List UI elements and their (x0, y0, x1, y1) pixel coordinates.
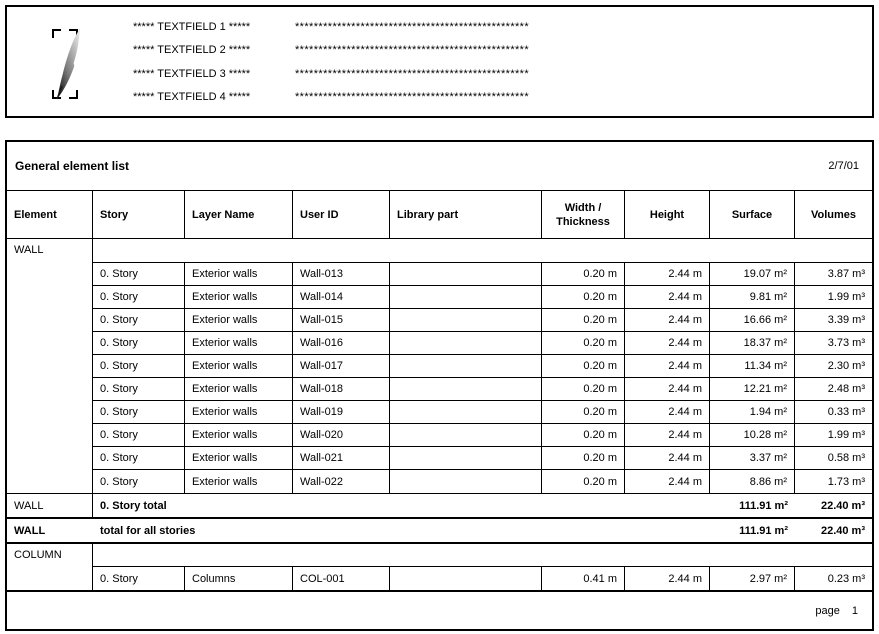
textfield-label: ***** TEXTFIELD 3 ***** (133, 68, 251, 80)
group-header-row (93, 544, 872, 567)
cell-story: 0. Story (93, 470, 185, 493)
cell-layer: Exterior walls (185, 424, 293, 446)
textfield-label: ***** TEXTFIELD 4 ***** (133, 91, 251, 103)
cell-height: 2.44 m (625, 263, 710, 285)
cell-volume: 1.99 m³ (827, 429, 865, 441)
textfield-value: ************************************************** (295, 91, 530, 103)
table-row (93, 286, 872, 309)
cell-library (390, 470, 542, 493)
cell-volume: 3.39 m³ (827, 314, 865, 326)
table-row (93, 447, 872, 470)
textfield-value: ************************************************** (295, 44, 530, 56)
grand-total-volume: 22.40 m³ (820, 524, 865, 537)
cell-layer: Exterior walls (185, 470, 293, 493)
cell-height: 2.44 m (625, 286, 710, 308)
cell-story: 0. Story (93, 355, 185, 377)
textfield-row (7, 21, 872, 35)
cell-user-id: Wall-021 (293, 447, 390, 469)
cell-layer: Exterior walls (185, 355, 293, 377)
cell-story: 0. Story (93, 378, 185, 400)
column-header-element: Element (7, 191, 93, 238)
report-title: General element list (15, 159, 130, 173)
story-total-label: 0. Story total (100, 499, 167, 512)
cell-width: 0.20 m (542, 332, 625, 354)
grand-total-label: total for all stories (100, 524, 196, 537)
cell-library (390, 378, 542, 400)
cell-user-id: Wall-019 (293, 401, 390, 423)
cell-story: 0. Story (93, 567, 185, 590)
report-title-row (7, 142, 872, 191)
cell-story: 0. Story (93, 401, 185, 423)
textfield-value: ************************************************** (295, 68, 530, 80)
cell-library (390, 263, 542, 285)
cell-width: 0.20 m (542, 470, 625, 493)
table-header-row (7, 191, 872, 239)
cell-layer: Exterior walls (185, 401, 293, 423)
cell-volume: 0.23 m³ (827, 572, 865, 585)
table-row (93, 332, 872, 355)
column-header-library-part: Library part (390, 191, 542, 238)
logo-placeholder (52, 29, 78, 99)
cell-height: 2.44 m (625, 567, 710, 590)
cell-library (390, 286, 542, 308)
column-section (7, 544, 872, 592)
table-row (93, 424, 872, 447)
cell-width: 0.20 m (542, 286, 625, 308)
table-row (93, 401, 872, 424)
cell-volume: 3.87 m³ (827, 268, 865, 280)
cell-library (390, 309, 542, 331)
width-header-line1: Width / (564, 201, 602, 214)
cell-width: 0.20 m (542, 355, 625, 377)
textfield-value: ************************************************** (295, 21, 530, 33)
cell-volume: 2.48 m³ (827, 383, 865, 395)
cell-surface: 12.21 m² (710, 378, 795, 400)
story-total-row (7, 494, 872, 517)
cell-surface: 18.37 m² (710, 332, 795, 354)
cell-height: 2.44 m (625, 332, 710, 354)
cell-library (390, 332, 542, 354)
cell-height: 2.44 m (625, 470, 710, 493)
cell-layer: Exterior walls (185, 286, 293, 308)
textfield-row (7, 91, 872, 105)
page-label: page (815, 605, 840, 617)
textfield-label: ***** TEXTFIELD 2 ***** (133, 44, 251, 56)
total-element-label: WALL (7, 494, 93, 517)
cell-width: 0.20 m (542, 309, 625, 331)
cell-volume: 1.73 m³ (827, 475, 865, 488)
cell-width: 0.41 m (542, 567, 625, 590)
cell-surface: 3.37 m² (710, 447, 795, 469)
cell-story: 0. Story (93, 424, 185, 446)
cell-story: 0. Story (93, 309, 185, 331)
cell-width: 0.20 m (542, 424, 625, 446)
cell-library (390, 567, 542, 590)
cell-user-id: Wall-016 (293, 332, 390, 354)
table-row (93, 263, 872, 286)
table-row (93, 355, 872, 378)
column-header-width-thickness (542, 191, 625, 238)
cell-surface: 2.97 m² (710, 567, 795, 590)
cell-volume: 0.58 m³ (827, 452, 865, 464)
cell-width: 0.20 m (542, 447, 625, 469)
cell-height: 2.44 m (625, 309, 710, 331)
cell-surface: 1.94 m² (710, 401, 795, 423)
cell-layer: Exterior walls (185, 378, 293, 400)
cell-height: 2.44 m (625, 401, 710, 423)
table-row (93, 378, 872, 401)
cell-library (390, 355, 542, 377)
textfield-row (7, 68, 872, 82)
textfield-row (7, 44, 872, 58)
total-element-label: WALL (14, 524, 46, 537)
cell-layer: Exterior walls (185, 332, 293, 354)
cell-user-id: COL-001 (293, 567, 390, 590)
cell-height: 2.44 m (625, 378, 710, 400)
cell-user-id: Wall-017 (293, 355, 390, 377)
cell-surface: 16.66 m² (710, 309, 795, 331)
story-total-volume: 22.40 m³ (820, 499, 865, 512)
cell-surface: 19.07 m² (710, 263, 795, 285)
letterhead-box (5, 5, 874, 118)
cell-surface: 8.86 m² (710, 470, 795, 493)
table-row (93, 309, 872, 332)
element-list-report (5, 140, 874, 631)
cell-layer: Exterior walls (185, 263, 293, 285)
report-date: 2/7/01 (828, 160, 859, 172)
cell-user-id: Wall-022 (293, 470, 390, 493)
cell-height: 2.44 m (625, 447, 710, 469)
cell-library (390, 424, 542, 446)
cell-volume: 2.30 m³ (827, 360, 865, 372)
cell-story: 0. Story (93, 447, 185, 469)
column-header-story: Story (93, 191, 185, 238)
cell-user-id: Wall-015 (293, 309, 390, 331)
cell-layer: Exterior walls (185, 447, 293, 469)
group-header-row (93, 239, 872, 263)
column-header-layer-name: Layer Name (185, 191, 293, 238)
cell-story: 0. Story (93, 263, 185, 285)
grand-total-row (7, 517, 872, 544)
cell-story: 0. Story (93, 332, 185, 354)
cell-story: 0. Story (93, 286, 185, 308)
column-header-height: Height (625, 191, 710, 238)
cell-user-id: Wall-013 (293, 263, 390, 285)
cell-user-id: Wall-014 (293, 286, 390, 308)
cell-height: 2.44 m (625, 424, 710, 446)
page-indicator (815, 605, 858, 617)
cell-user-id: Wall-020 (293, 424, 390, 446)
wall-section (7, 239, 872, 494)
width-header-line2: Thickness (556, 215, 610, 228)
cell-layer: Columns (185, 567, 293, 590)
column-header-surface: Surface (710, 191, 795, 238)
table-row (93, 470, 872, 493)
column-header-volumes: Volumes (810, 208, 857, 221)
grand-total-surface: 111.91 m² (739, 524, 788, 537)
page-number: 1 (851, 605, 858, 617)
cell-width: 0.20 m (542, 378, 625, 400)
table-row (93, 567, 872, 590)
cell-width: 0.20 m (542, 263, 625, 285)
element-group-label: WALL (7, 239, 93, 493)
column-header-user-id: User ID (293, 191, 390, 238)
cell-surface: 9.81 m² (710, 286, 795, 308)
cell-height: 2.44 m (625, 355, 710, 377)
cell-volume: 3.73 m³ (827, 337, 865, 349)
cell-volume: 1.99 m³ (827, 291, 865, 303)
cell-width: 0.20 m (542, 401, 625, 423)
element-group-label: COLUMN (7, 544, 93, 590)
cell-surface: 11.34 m² (710, 355, 795, 377)
cell-library (390, 447, 542, 469)
cell-surface: 10.28 m² (710, 424, 795, 446)
cell-volume: 0.33 m³ (827, 406, 865, 418)
cell-layer: Exterior walls (185, 309, 293, 331)
cell-user-id: Wall-018 (293, 378, 390, 400)
story-total-surface: 111.91 m² (739, 499, 788, 512)
report-footer (7, 592, 872, 629)
textfield-label: ***** TEXTFIELD 1 ***** (133, 21, 251, 33)
cell-library (390, 401, 542, 423)
